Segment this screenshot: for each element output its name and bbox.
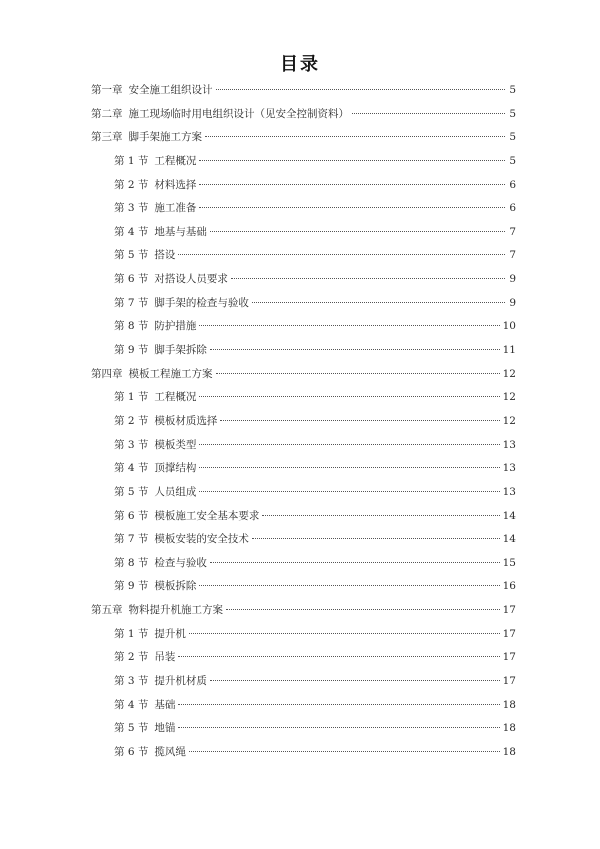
toc-entry-label xyxy=(114,717,175,741)
toc-page-number: 13 xyxy=(502,462,516,475)
toc-entry-number: 第 1 节 xyxy=(114,391,149,404)
dot-leader xyxy=(189,751,500,752)
toc-entry-label xyxy=(114,386,196,410)
toc-entry-title: 脚手架的检查与验收 xyxy=(154,296,249,309)
toc-page-number: 7 xyxy=(509,249,516,262)
toc-entry-title: 模板材质选择 xyxy=(154,414,218,427)
dot-leader xyxy=(178,727,499,728)
toc-section-entry[interactable] xyxy=(0,292,600,316)
toc-page-number: 13 xyxy=(502,438,516,451)
toc-entry-title: 模板工程施工方案 xyxy=(128,367,213,380)
toc-section-entry[interactable] xyxy=(0,315,600,339)
toc-entry-number: 第 3 节 xyxy=(114,438,149,451)
dot-leader xyxy=(199,207,505,208)
toc-section-entry[interactable] xyxy=(0,646,600,670)
toc-chapter-entry[interactable] xyxy=(0,79,600,103)
toc-entry-title: 模板施工安全基本要求 xyxy=(154,509,260,522)
toc-page-number: 18 xyxy=(502,745,516,758)
toc-entry-number: 第 5 节 xyxy=(114,485,149,498)
toc-section-entry[interactable] xyxy=(0,694,600,718)
toc-page-number: 9 xyxy=(509,296,516,309)
dot-leader xyxy=(210,562,500,563)
dot-leader xyxy=(199,184,505,185)
toc-chapter-entry[interactable] xyxy=(0,599,600,623)
toc-entry-label xyxy=(114,694,175,718)
dot-leader xyxy=(216,373,500,374)
toc-chapter-entry[interactable] xyxy=(0,126,600,150)
toc-entry-label xyxy=(114,339,207,363)
toc-entry-number: 第 2 节 xyxy=(114,414,149,427)
toc-entry-number: 第 3 节 xyxy=(114,202,149,215)
toc-entry-label xyxy=(114,197,196,221)
dot-leader xyxy=(210,231,505,232)
toc-page-number: 18 xyxy=(502,722,516,735)
toc-entry-label xyxy=(114,481,196,505)
toc-page-number: 5 xyxy=(509,84,516,96)
toc-entry-label xyxy=(114,268,228,292)
toc-entry-number: 第 7 节 xyxy=(114,533,149,546)
toc-entry-number: 第 4 节 xyxy=(114,698,149,711)
toc-section-entry[interactable] xyxy=(0,386,600,410)
toc-entry-title: 检查与验收 xyxy=(154,556,207,569)
toc-entry-number: 第 9 节 xyxy=(114,344,149,357)
toc-page-number: 17 xyxy=(502,627,516,640)
toc-entry-label xyxy=(114,646,175,670)
toc-entry-title: 防护措施 xyxy=(154,320,197,333)
toc-entry-number: 第 6 节 xyxy=(114,745,149,758)
toc-page-number: 9 xyxy=(509,273,516,286)
toc-section-entry[interactable] xyxy=(0,552,600,576)
toc-page-number: 12 xyxy=(502,414,516,427)
toc-page-number: 17 xyxy=(502,675,516,688)
dot-leader xyxy=(178,254,505,255)
toc-page-number: 6 xyxy=(509,178,516,191)
toc-page-number: 13 xyxy=(502,485,516,498)
toc-entry-title: 地锚 xyxy=(154,722,176,735)
toc-entry-number: 第 4 节 xyxy=(114,225,149,238)
toc-entry-number: 第 1 节 xyxy=(114,154,149,167)
toc-entry-label xyxy=(91,79,213,103)
dot-leader xyxy=(252,538,500,539)
toc-entry-title: 搭设 xyxy=(154,249,176,262)
toc-entry-title: 脚手架施工方案 xyxy=(128,131,202,144)
toc-entry-number: 第 8 节 xyxy=(114,320,149,333)
toc-page-number: 10 xyxy=(502,320,516,333)
toc-entry-label xyxy=(114,174,196,198)
toc-page-number: 14 xyxy=(502,509,516,522)
toc-entry-title: 模板类型 xyxy=(154,438,197,451)
dot-leader xyxy=(352,113,505,114)
toc-page-number: 5 xyxy=(509,131,516,144)
toc-page-number: 7 xyxy=(509,225,516,238)
toc-entry-title: 材料选择 xyxy=(154,178,197,191)
dot-leader xyxy=(199,396,499,397)
toc-section-entry[interactable] xyxy=(0,174,600,198)
dot-leader xyxy=(220,420,499,421)
dot-leader xyxy=(210,349,500,350)
toc-section-entry[interactable] xyxy=(0,339,600,363)
toc-entry-title: 人员组成 xyxy=(154,485,197,498)
toc-section-entry[interactable] xyxy=(0,197,600,221)
dot-leader xyxy=(178,656,499,657)
dot-leader xyxy=(226,609,500,610)
toc-section-entry[interactable] xyxy=(0,244,600,268)
toc-entry-label xyxy=(114,244,175,268)
toc-entry-title: 安全施工组织设计 xyxy=(128,84,213,96)
toc-page-number: 5 xyxy=(509,154,516,167)
toc-section-entry[interactable] xyxy=(0,221,600,245)
toc-entry-title: 对搭设人员要求 xyxy=(154,273,228,286)
toc-entry-label xyxy=(114,623,186,647)
toc-entry-title: 模板安装的安全技术 xyxy=(154,533,249,546)
toc-page-number: 12 xyxy=(502,391,516,404)
toc-entry-number: 第四章 xyxy=(91,367,123,380)
toc-section-entry[interactable] xyxy=(0,505,600,529)
toc-entry-title: 顶撑结构 xyxy=(154,462,197,475)
toc-chapter-entry[interactable] xyxy=(0,363,600,387)
toc-section-entry[interactable] xyxy=(0,268,600,292)
toc-page-number: 17 xyxy=(502,651,516,664)
toc-entry-label xyxy=(114,457,196,481)
dot-leader xyxy=(199,491,499,492)
toc-entry-title: 物料提升机施工方案 xyxy=(128,604,223,617)
toc-entry-label xyxy=(114,575,196,599)
toc-section-entry[interactable] xyxy=(0,434,600,458)
toc-page-number: 6 xyxy=(509,202,516,215)
toc-entry-title: 吊装 xyxy=(154,651,176,664)
toc-entry-label xyxy=(114,670,207,694)
dot-leader xyxy=(199,585,499,586)
toc-entry-title: 施工准备 xyxy=(154,202,197,215)
toc-section-entry[interactable] xyxy=(0,717,600,741)
toc-entry-title: 模板拆除 xyxy=(154,580,197,593)
toc-entry-title: 脚手架拆除 xyxy=(154,344,207,357)
toc-entry-number: 第 8 节 xyxy=(114,556,149,569)
toc-section-entry[interactable] xyxy=(0,670,600,694)
dot-leader xyxy=(205,136,505,137)
toc-entry-label xyxy=(114,741,186,765)
toc-entry-label xyxy=(114,434,196,458)
toc-entry-number: 第 5 节 xyxy=(114,249,149,262)
toc-section-entry[interactable] xyxy=(0,457,600,481)
dot-leader xyxy=(231,278,505,279)
dot-leader xyxy=(178,704,499,705)
toc-entry-number: 第 9 节 xyxy=(114,580,149,593)
dot-leader xyxy=(262,515,499,516)
toc-entry-title: 提升机材质 xyxy=(154,675,207,688)
toc-section-entry[interactable] xyxy=(0,150,600,174)
toc-entry-label xyxy=(91,599,223,623)
toc-section-entry[interactable] xyxy=(0,528,600,552)
toc-entry-title: 提升机 xyxy=(154,627,186,640)
toc-entry-number: 第 4 节 xyxy=(114,462,149,475)
page-title: 目录 xyxy=(280,54,320,75)
toc-page-number: 11 xyxy=(502,344,516,357)
toc-entry-title: 基础 xyxy=(154,698,176,711)
toc-entry-number: 第 2 节 xyxy=(114,178,149,191)
toc-entry-label xyxy=(114,552,207,576)
toc-entry-title: 施工现场临时用电组织设计（见安全控制资料） xyxy=(128,107,349,120)
toc-entry-number: 第五章 xyxy=(91,604,123,617)
toc-page-number: 17 xyxy=(502,604,516,617)
toc-entry-label xyxy=(114,410,217,434)
toc-entry-label xyxy=(114,315,196,339)
toc-entry-label xyxy=(91,126,202,150)
toc-entry-number: 第一章 xyxy=(91,84,123,96)
toc-entry-number: 第 6 节 xyxy=(114,273,149,286)
toc-page-number: 18 xyxy=(502,698,516,711)
toc-entry-label xyxy=(91,103,349,127)
toc-entry-number: 第三章 xyxy=(91,131,123,144)
dot-leader xyxy=(210,680,500,681)
dot-leader xyxy=(189,633,500,634)
toc-entry-title: 工程概况 xyxy=(154,391,197,404)
toc-page-number: 15 xyxy=(502,556,516,569)
toc-entry-number: 第 2 节 xyxy=(114,651,149,664)
toc-page-number: 12 xyxy=(502,367,516,380)
toc-entry-number: 第 5 节 xyxy=(114,722,149,735)
toc-entry-label xyxy=(114,150,196,174)
toc-page-number: 5 xyxy=(509,107,516,120)
dot-leader xyxy=(199,160,505,161)
toc-entry-number: 第 6 节 xyxy=(114,509,149,522)
toc-section-entry[interactable] xyxy=(0,410,600,434)
toc-entry-label xyxy=(114,505,259,529)
toc-section-entry[interactable] xyxy=(0,623,600,647)
toc-chapter-entry[interactable] xyxy=(0,103,600,127)
dot-leader xyxy=(252,302,505,303)
toc-entry-number: 第 3 节 xyxy=(114,675,149,688)
toc-entry-number: 第 7 节 xyxy=(114,296,149,309)
dot-leader xyxy=(199,467,499,468)
toc-section-entry[interactable] xyxy=(0,481,600,505)
toc-entry-number: 第 1 节 xyxy=(114,627,149,640)
toc-entry-title: 工程概况 xyxy=(154,154,197,167)
toc-entry-label xyxy=(91,363,213,387)
table-of-contents xyxy=(0,79,600,765)
toc-section-entry[interactable] xyxy=(0,741,600,765)
toc-entry-label xyxy=(114,292,249,316)
dot-leader xyxy=(199,444,499,445)
toc-page-number: 14 xyxy=(502,533,516,546)
dot-leader xyxy=(216,89,506,90)
toc-entry-label xyxy=(114,528,249,552)
toc-entry-label xyxy=(114,221,207,245)
toc-entry-number: 第二章 xyxy=(91,107,123,120)
toc-page-number: 16 xyxy=(502,580,516,593)
toc-entry-title: 揽风绳 xyxy=(154,745,186,758)
toc-section-entry[interactable] xyxy=(0,575,600,599)
toc-entry-title: 地基与基础 xyxy=(154,225,207,238)
dot-leader xyxy=(199,325,499,326)
